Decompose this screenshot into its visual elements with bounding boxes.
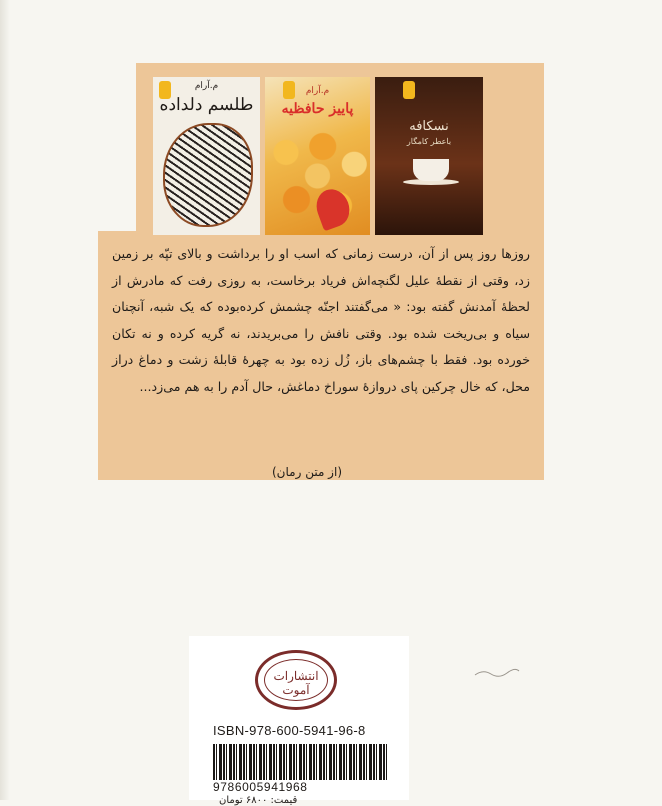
book-title: نسکافه [409, 119, 449, 134]
isbn-sticker [189, 636, 409, 806]
publisher-logo [255, 650, 337, 710]
book-author: م.آرام [194, 81, 219, 91]
book-cover-paeez-hafezieh [265, 77, 370, 235]
excerpt-source: (از متن رمان) [272, 465, 342, 479]
book-title: پاییز حافظیه [281, 101, 354, 117]
pencil-mark [473, 667, 521, 679]
isbn-number: ISBN-978-600-5941-96-8 [213, 723, 366, 738]
barcode [213, 744, 387, 780]
panel-cutout [98, 63, 136, 231]
book-author: م.آرام [305, 86, 330, 96]
book-covers-row [153, 77, 486, 235]
book-title: طلسم دلداده [159, 95, 254, 115]
coffee-cup-illustration [413, 159, 449, 181]
face-illustration [163, 123, 253, 227]
spine-shadow [0, 0, 10, 800]
excerpt-text: روزها روز پس از آن، درست زمانی که اسب او را برداشت و بالای تپّه بر زمین زد، وقتی از نقطهٔ علیل لگنچه‌اش فریاد برخاست، به روزی رفت که مادرش از لحظهٔ آمدنش گفته بود: « می‌گفتند اجنّه چشمش کرده‌بوده که یک شبه، آنچنان سیاه و بی‌ریخت شده بود. وقتی نافش را می‌بریدند، نه گریه کرده و نه تکان خورده بود. فقط با چشم‌های باز، زُل زده بود به چهرهٔ قابلهٔ زشت و دماغ دراز محل، که خال چرکین پای دروازهٔ سوراخ دماغش، حال آدم را به هم می‌زد... [112, 246, 530, 394]
book-cover-nescafe [375, 77, 483, 235]
book-subtitle: باعطر کامگار [406, 137, 452, 146]
barcode-digits: 9786005941968 [213, 780, 308, 794]
book-cover-telesm-daldade [153, 77, 260, 235]
leaves-illustration [265, 117, 370, 235]
price-label: قیمت: ۶۸۰۰ تومان [219, 795, 298, 806]
publisher-badge-icon [403, 81, 415, 99]
publisher-logo-text: انتشارات آموت [273, 669, 319, 697]
